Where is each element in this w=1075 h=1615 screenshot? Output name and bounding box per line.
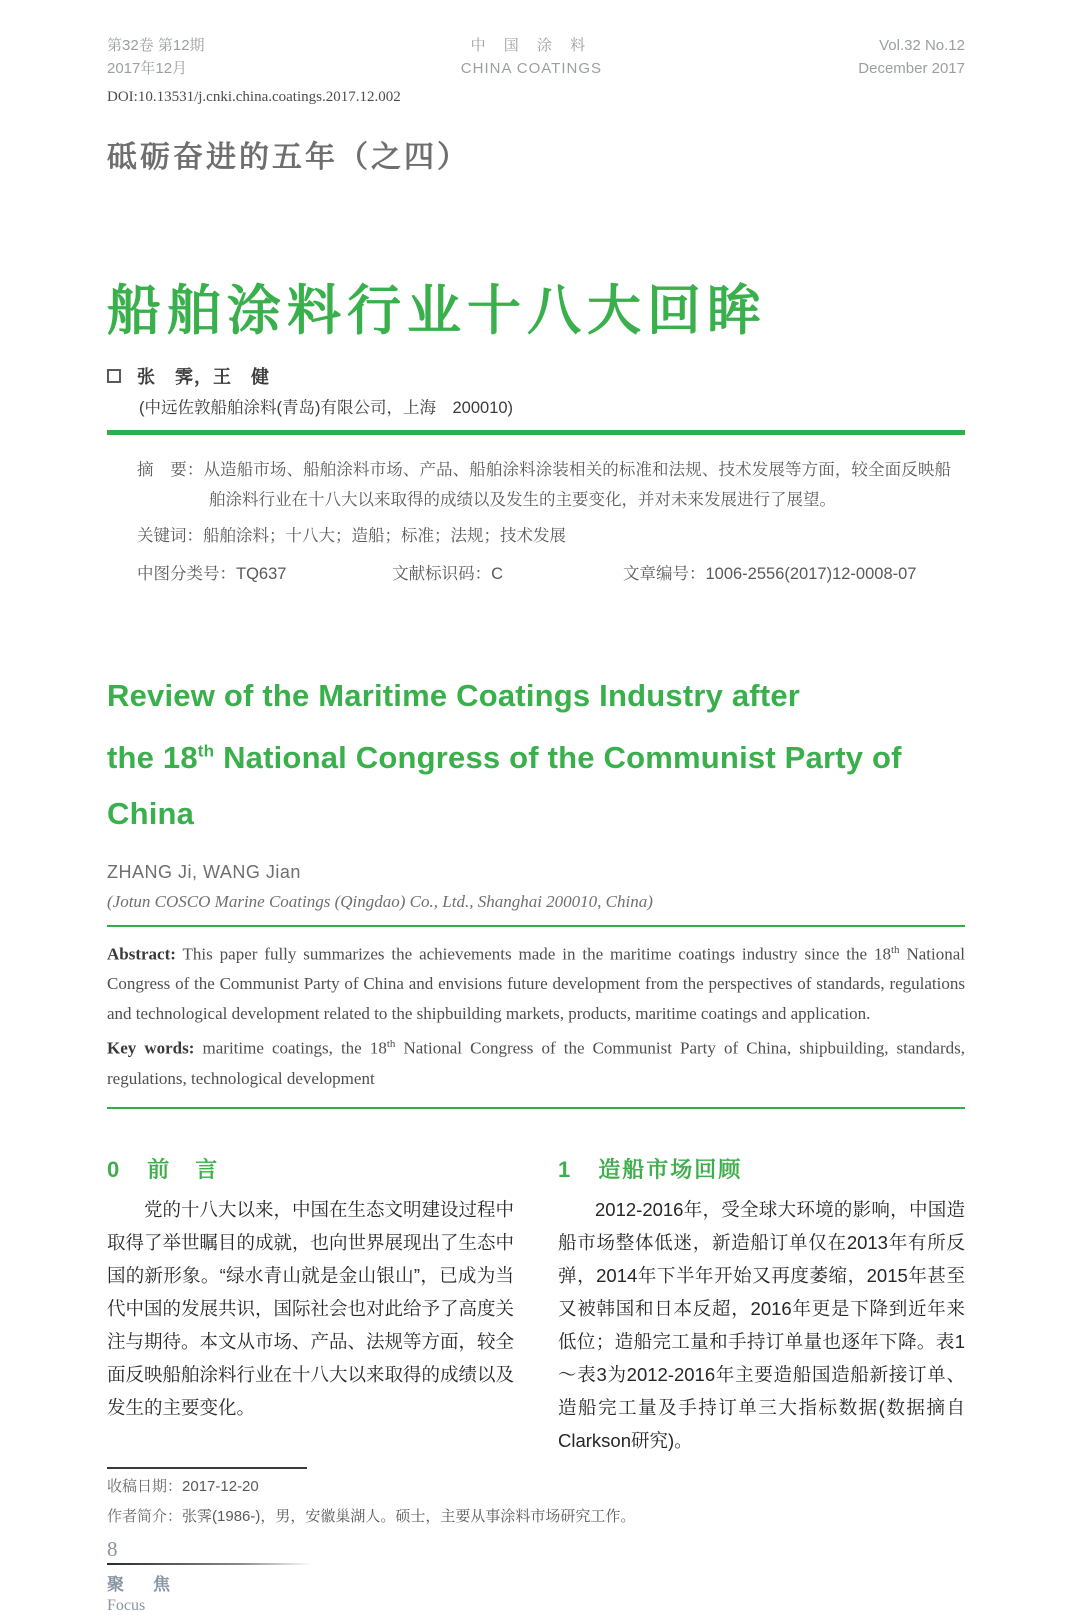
section-body-1 [558, 1193, 965, 1457]
authors-row [107, 363, 965, 389]
abstract-label-cn: 摘 要： [137, 460, 204, 479]
footnote-rule [107, 1467, 307, 1469]
abstract-label-en: Abstract: [107, 944, 176, 964]
paragraph: 2012-2016年，受全球大环境的影响，中国造船市场整体低迷，新造船订单仅在2013年有所反弹，2014年下半年开始又再度萎缩，2015年甚至又被韩国和日本反超，2016年更是下降到近年来低位；造船完工量和手持订单量也逐年下降。表1～表3为2012-2016年主要造船国造船新接订单、造船完工量及手持订单三大指标数据(数据摘自Clarkson研究)。 [558, 1199, 965, 1452]
article-title-en [107, 668, 965, 842]
footnote [107, 1467, 965, 1529]
section-number: 0 [107, 1157, 122, 1183]
article-title-cn: 船舶涂料行业十八大回眸 [107, 280, 767, 341]
clc-value: TQ637 [236, 564, 287, 583]
page-number-rule [107, 1563, 312, 1565]
journal-title-en: CHINA COATINGS [460, 60, 603, 78]
column-right [558, 1153, 965, 1457]
abstract-text-cn: 从造船市场、船舶涂料市场、产品、船舶涂料涂装相关的标准和法规、技术发展等方面，较全面反映船舶涂料行业在十八大以来取得的成绩以及发生的主要变化，并对未来发展进行了展望。 [203, 460, 952, 509]
header-right [858, 34, 965, 81]
article-id [623, 560, 951, 584]
received-value: 2017-12-20 [182, 1478, 259, 1496]
classification-row [137, 560, 951, 584]
bio-label: 作者简介： [107, 1508, 183, 1526]
keywords-text-cn: 船舶涂料；十八大；造船；标准；法规；技术发展 [203, 526, 566, 545]
abstract-en: Abstract: This paper fully summarizes the achievements made in the maritime coatings industry since the 18th National Congress of the Communist Party of China and envisions future development from the perspectives of standards, regulations and technological development related to the shipbuilding markets, products, maritime coatings and application. [107, 943, 965, 1024]
footer-column-en: Focus [107, 1597, 146, 1615]
section-body-0 [107, 1193, 514, 1424]
section-heading-1 [558, 1153, 965, 1184]
header-center [461, 34, 602, 81]
volume-issue-cn: 第32卷 第12期 [107, 37, 205, 54]
keywords-cn [137, 522, 951, 550]
green-rule-abstract-top [107, 925, 965, 927]
clc-number [137, 560, 392, 584]
page-number: 8 [107, 1537, 118, 1562]
article-id-label: 文章编号： [622, 564, 706, 583]
affiliation-cn: (中远佐敦船舶涂料(青岛)有限公司，上海 200010) [139, 398, 514, 417]
section-title: 前 言 [147, 1157, 220, 1183]
title-en-line2: the 18th National Congress of the Communist Party of China [107, 739, 902, 831]
journal-header [107, 34, 965, 81]
column-left [107, 1153, 514, 1457]
date-cn: 2017年12月 [107, 60, 188, 78]
document-code [392, 560, 623, 584]
paragraph: 党的十八大以来，中国在生态文明建设过程中取得了举世瞩目的成就，也向世界展现出了生态中国的新形象。“绿水青山就是金山银山”，已成为当代中国的发展共识，国际社会也对此给予了高度关注与期待。本文从市场、产品、法规等方面，较全面反映船舶涂料行业在十八大以来取得的成绩以及发生的主要变化。 [107, 1199, 515, 1419]
page-footer [107, 1537, 965, 1615]
header-left [107, 34, 205, 81]
author-marker-square [107, 369, 121, 383]
journal-title-cn: 中 国 涂 料 [470, 37, 593, 54]
received-label: 收稿日期： [107, 1478, 183, 1496]
doc-code-value: C [491, 564, 504, 583]
body-columns [107, 1153, 965, 1457]
section-number: 1 [558, 1157, 573, 1183]
abstract-block-en [107, 935, 965, 1094]
section-title: 造船市场回顾 [598, 1157, 743, 1183]
doi: DOI:10.13531/j.cnki.china.coatings.2017.12.002 [107, 88, 401, 105]
volume-issue-en: Vol.32 No.12 [879, 37, 965, 54]
authors-cn: 张 霁，王 健 [137, 366, 270, 387]
keywords-label-cn: 关键词： [137, 526, 203, 545]
date-en: December 2017 [858, 60, 965, 78]
green-rule-top [107, 430, 965, 435]
authors-en: ZHANG Ji, WANG Jian [107, 861, 301, 882]
affiliation-en: (Jotun COSCO Marine Coatings (Qingdao) Co., Ltd., Shanghai 200010, China) [107, 891, 653, 911]
abstract-cn [137, 455, 951, 515]
keywords-label-en: Key words: [107, 1039, 195, 1059]
series-banner: 砥砺奋进的五年（之四） [107, 140, 470, 174]
doc-code-label: 文献标识码： [392, 564, 492, 583]
keywords-en: Key words: maritime coatings, the 18th National Congress of the Communist Party of China, shipbuilding, standards, regulations, technological development [107, 1038, 965, 1089]
abstract-block-cn [107, 455, 965, 584]
received-date [107, 1475, 965, 1499]
section-heading-0 [107, 1153, 514, 1184]
title-en-line1: Review of the Maritime Coatings Industry after [107, 677, 801, 713]
bio-value: 张霁(1986-)，男，安徽巢湖人。硕士，主要从事涂料市场研究工作。 [182, 1508, 636, 1526]
article-id-value: 1006-2556(2017)12-0008-07 [705, 564, 917, 583]
author-bio [107, 1505, 965, 1529]
clc-label: 中图分类号： [137, 564, 236, 583]
footer-column-cn: 聚 焦 [107, 1575, 176, 1595]
green-rule-abstract-bottom [107, 1107, 965, 1109]
